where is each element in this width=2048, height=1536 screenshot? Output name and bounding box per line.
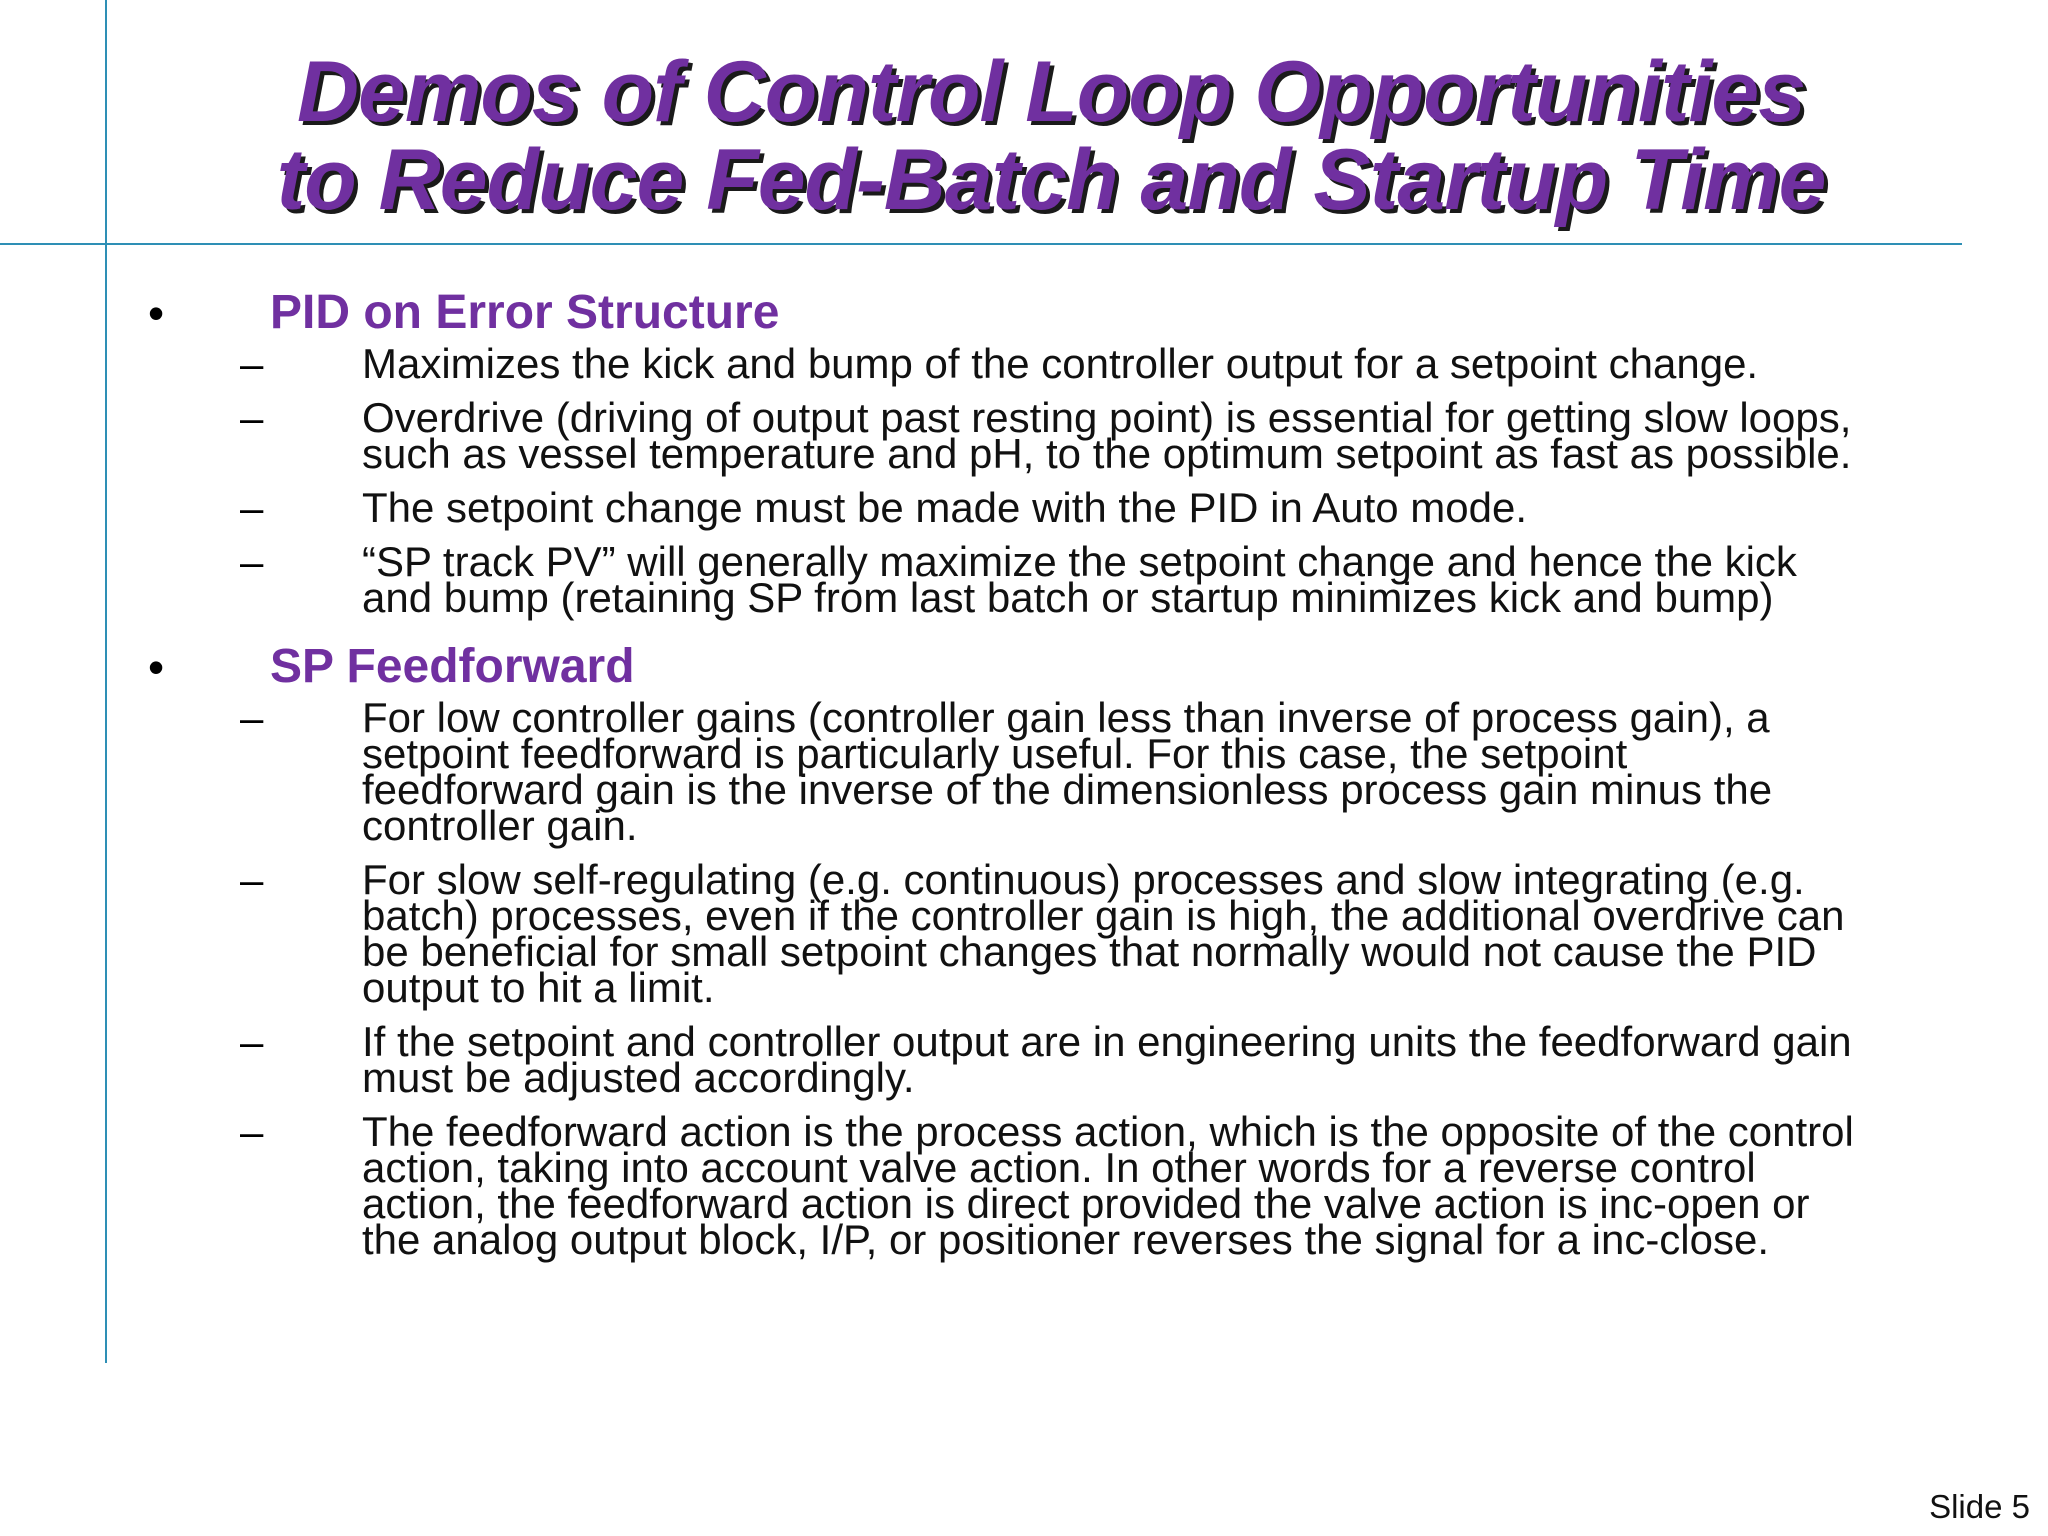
list-item <box>0 538 2048 621</box>
list-item-text <box>362 340 2002 387</box>
text-line: feedforward gain is the inverse of the dimensionless process gain minus the <box>362 766 1773 813</box>
text-line: batch) processes, even if the controller gain is high, the additional overdrive can <box>362 892 1845 939</box>
slide-title <box>106 44 1996 228</box>
list-item <box>0 1018 2048 1101</box>
bullet-icon: • <box>148 287 165 339</box>
dash-icon: – <box>240 394 264 441</box>
text-line: action, taking into account valve action. In other words for a reverse control <box>362 1144 1756 1191</box>
list-item <box>0 1108 2048 1263</box>
section-heading: PID on Error Structure <box>270 286 780 339</box>
dash-icon: – <box>240 340 264 387</box>
text-line: For slow self-regulating (e.g. continuous) processes and slow integrating (e.g. <box>362 856 1805 903</box>
section-pid-on-error <box>0 280 2048 346</box>
list-item <box>0 394 2048 477</box>
text-line: “SP track PV” will generally maximize the setpoint change and hence the kick <box>362 538 1797 585</box>
text-line: The setpoint change must be made with the PID in Auto mode. <box>362 484 1528 531</box>
list-item <box>0 694 2048 849</box>
text-line: output to hit a limit. <box>362 964 715 1011</box>
horizontal-rule <box>0 243 1962 245</box>
bullet-icon: • <box>148 641 165 693</box>
list-item-text <box>362 694 2002 849</box>
text-line: the analog output block, I/P, or positioner reverses the signal for a inc-close. <box>362 1216 1770 1263</box>
text-line: setpoint feedforward is particularly useful. For this case, the setpoint <box>362 730 1628 777</box>
list-item-text <box>362 1108 2002 1263</box>
list-item <box>0 856 2048 1011</box>
text-line: must be adjusted accordingly. <box>362 1054 915 1101</box>
slide-title-line-1: Demos of Control Loop Opportunities <box>296 44 1806 140</box>
list-item <box>0 340 2048 387</box>
dash-icon: – <box>240 538 264 585</box>
list-item-text <box>362 394 2002 477</box>
text-line: such as vessel temperature and pH, to the optimum setpoint as fast as possible. <box>362 430 1852 477</box>
list-item-text <box>362 538 2002 621</box>
list-item-text <box>362 484 2002 531</box>
slide-number: Slide 5 <box>1929 1488 2030 1525</box>
dash-icon: – <box>240 1108 264 1155</box>
text-line: controller gain. <box>362 802 638 849</box>
text-line: Overdrive (driving of output past resting point) is essential for getting slow loops, <box>362 394 1852 441</box>
section-heading: SP Feedforward <box>270 640 635 693</box>
text-line: The feedforward action is the process action, which is the opposite of the control <box>362 1108 1854 1155</box>
text-line: and bump (retaining SP from last batch or startup minimizes kick and bump) <box>362 574 1774 621</box>
dash-icon: – <box>240 1018 264 1065</box>
dash-icon: – <box>240 694 264 741</box>
slide-title-line-2: to Reduce Fed-Batch and Startup Time <box>276 132 1826 228</box>
text-line: If the setpoint and controller output are in engineering units the feedforward gain <box>362 1018 1852 1065</box>
list-item-text <box>362 856 2002 1011</box>
list-item <box>0 484 2048 531</box>
dash-icon: – <box>240 484 264 531</box>
section-sp-feedforward <box>0 634 2048 700</box>
slide-body <box>0 280 2048 1276</box>
text-line: be beneficial for small setpoint changes that normally would not cause the PID <box>362 928 1817 975</box>
text-line: Maximizes the kick and bump of the controller output for a setpoint change. <box>362 340 1759 387</box>
dash-icon: – <box>240 856 264 903</box>
text-line: For low controller gains (controller gain less than inverse of process gain), a <box>362 694 1770 741</box>
text-line: action, the feedforward action is direct provided the valve action is inc-open or <box>362 1180 1810 1227</box>
list-item-text <box>362 1018 2002 1101</box>
